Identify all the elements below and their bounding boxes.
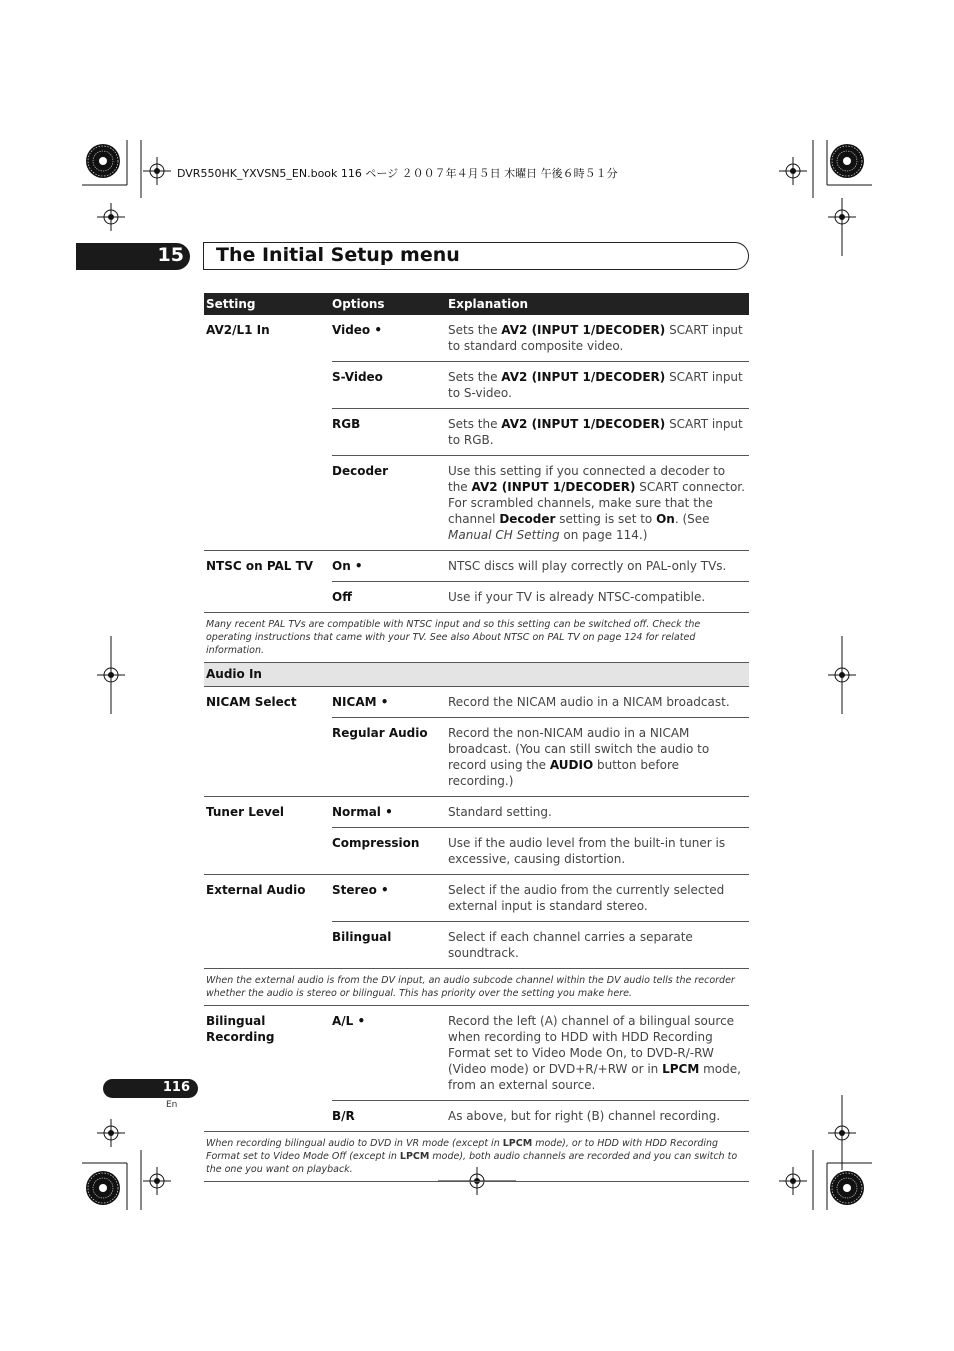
- setting-name: Tuner Level: [204, 796, 332, 827]
- chapter-number: 15: [157, 244, 184, 266]
- registration-mark-icon: [97, 1119, 125, 1147]
- option-name: NICAM •: [332, 686, 448, 717]
- option-name: On •: [332, 550, 448, 581]
- registration-mark-icon: [779, 157, 807, 185]
- option-name: Regular Audio: [332, 717, 448, 796]
- header-setting: Setting: [206, 297, 256, 311]
- setting-name: NICAM Select: [204, 686, 332, 717]
- table-row: [204, 717, 749, 796]
- option-name: A/L •: [332, 1005, 448, 1100]
- option-name: Decoder: [332, 455, 448, 550]
- setting-name: AV2/L1 In: [206, 323, 270, 337]
- table-row: [204, 581, 749, 612]
- registration-mark-icon: [143, 1167, 171, 1195]
- option-name: B/R: [332, 1100, 448, 1131]
- table-header: [204, 293, 749, 315]
- option-explanation: Use if your TV is already NTSC-compatible.: [448, 581, 749, 612]
- option-explanation: Sets the AV2 (INPUT 1/DECODER) SCART input to S-video.: [448, 361, 749, 408]
- option-explanation: Select if each channel carries a separate soundtrack.: [448, 921, 749, 968]
- header-explanation: Explanation: [448, 297, 529, 311]
- setting-name: External Audio: [204, 874, 332, 921]
- table-row: [204, 1100, 749, 1131]
- settings-table: [204, 293, 749, 1182]
- option-name: S-Video: [332, 361, 448, 408]
- option-explanation: Standard setting.: [448, 796, 749, 827]
- option-name: Compression: [332, 827, 448, 874]
- setting-name: Bilingual Recording: [204, 1005, 332, 1100]
- table-note: When the external audio is from the DV input, an audio subcode channel within the DV audio tells the recorder whether the audio is stereo or bilingual. This has priority over the setting you make here.: [204, 968, 749, 1005]
- table-row: [204, 921, 749, 968]
- table-row: [204, 361, 749, 408]
- registration-mark-icon: [143, 157, 171, 185]
- option-name: Stereo •: [332, 874, 448, 921]
- print-job-header: DVR550HK_YXVSN5_EN.book 116 ページ ２００７年４月５日 木曜日 午後６時５１分: [177, 167, 618, 180]
- table-row: [204, 1005, 749, 1100]
- star-target-icon: [86, 1171, 120, 1205]
- option-explanation: Use this setting if you connected a decoder to the AV2 (INPUT 1/DECODER) SCART connector. For scrambled channels, make sure that the channel Decoder setting is set to On. (See Manual CH Setting on page 114.): [448, 455, 749, 550]
- star-target-icon: [830, 144, 864, 178]
- option-name: Video •: [332, 323, 383, 337]
- option-explanation: Select if the audio from the currently selected external input is standard stereo.: [448, 874, 749, 921]
- star-target-icon: [830, 1171, 864, 1205]
- header-options: Options: [332, 297, 385, 311]
- star-target-icon: [86, 144, 120, 178]
- table-row: [204, 455, 749, 550]
- table-row: [204, 550, 749, 581]
- option-explanation: NTSC discs will play correctly on PAL-only TVs.: [448, 550, 749, 581]
- chapter-title: The Initial Setup menu: [216, 244, 460, 266]
- table-row: [204, 874, 749, 921]
- option-explanation: As above, but for right (B) channel recording.: [448, 1100, 749, 1131]
- table-end-rule: [204, 1181, 749, 1182]
- option-name: Normal •: [332, 796, 448, 827]
- option-explanation: Record the left (A) channel of a bilingual source when recording to HDD with HDD Recording Format set to Video Mode On, to DVD-R/-RW (Video mode) or DVD+R/+RW or in LPCM mode, from an external source.: [448, 1005, 749, 1100]
- option-explanation: Use if the audio level from the built-in tuner is excessive, causing distortion.: [448, 827, 749, 874]
- registration-mark-icon: [97, 203, 125, 231]
- option-explanation: Sets the AV2 (INPUT 1/DECODER) SCART input to standard composite video.: [448, 323, 743, 353]
- page-number-badge: [103, 1079, 198, 1098]
- option-name: RGB: [332, 408, 448, 455]
- page-language: En: [166, 1100, 178, 1110]
- option-name: Off: [332, 581, 448, 612]
- table-note: Many recent PAL TVs are compatible with NTSC input and so this setting can be switched off. Check the operating instructions that came with your TV. See also About NTSC on PAL TV on page 124 for related information.: [204, 612, 749, 662]
- section-heading-audio-in: Audio In: [204, 662, 749, 686]
- page-number: 116: [162, 1080, 190, 1095]
- option-explanation: Record the NICAM audio in a NICAM broadcast.: [448, 686, 749, 717]
- chapter-number-badge: [76, 243, 190, 270]
- table-row: [204, 827, 749, 874]
- setting-name: NTSC on PAL TV: [204, 550, 332, 581]
- table-row: [204, 686, 749, 717]
- table-row: [204, 796, 749, 827]
- option-explanation: Record the non-NICAM audio in a NICAM broadcast. (You can still switch the audio to record using the AUDIO button before recording.): [448, 717, 749, 796]
- chapter-title-bar: [203, 242, 749, 270]
- registration-mark-icon: [779, 1167, 807, 1195]
- option-explanation: Sets the AV2 (INPUT 1/DECODER) SCART input to RGB.: [448, 408, 749, 455]
- option-name: Bilingual: [332, 921, 448, 968]
- table-row: [204, 315, 749, 361]
- table-row: [204, 408, 749, 455]
- table-note: When recording bilingual audio to DVD in VR mode (except in LPCM mode), or to HDD with HDD Recording Format set to Video Mode Off (except in LPCM mode), both audio channels are recorded and you can switch to the one you want on playback.: [204, 1131, 749, 1181]
